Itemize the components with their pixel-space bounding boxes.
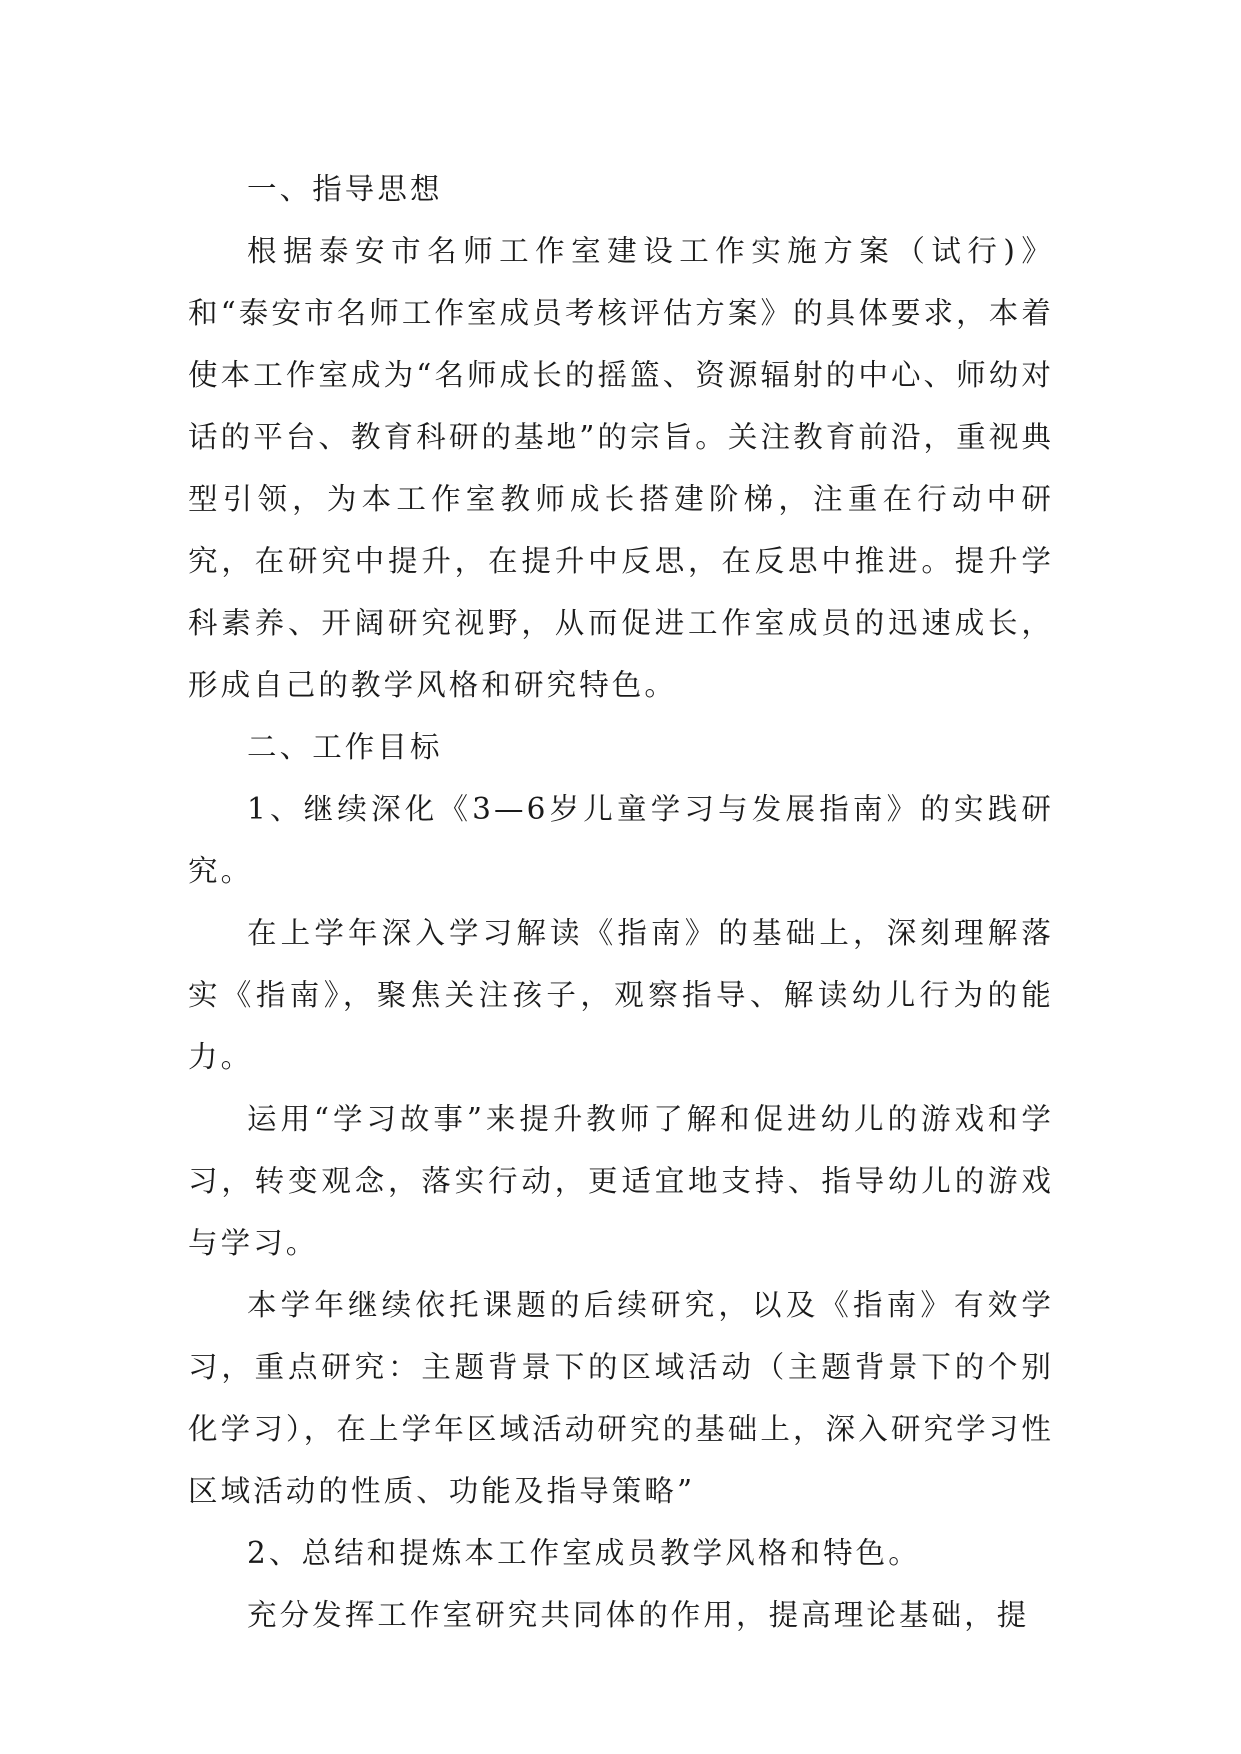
document-page <box>188 158 1054 1646</box>
paragraph-goal-1-detail-c: 本学年继续依托课题的后续研究，以及《指南》有效学习，重点研究：主题背景下的区域活动（主题背景下的个别化学习），在上学年区域活动研究的基础上，深入研究学习性区域活动的性质、功能及指导策略” <box>188 1288 1054 1508</box>
section-heading-guiding-thought: 一、指导思想 <box>247 172 443 206</box>
goal-item-2: 2、总结和提炼本工作室成员教学风格和特色。 <box>247 1536 921 1570</box>
paragraph-goal-2-detail: 充分发挥工作室研究共同体的作用，提高理论基础，提 <box>247 1598 1030 1632</box>
paragraph-guiding-thought: 根据泰安市名师工作室建设工作实施方案（试行)》和“泰安市名师工作室成员考核评估方案》的具体要求，本着使本工作室成为“名师成长的摇篮、资源辐射的中心、师幼对话的平台、教育科研的基地”的宗旨。关注教育前沿，重视典型引领，为本工作室教师成长搭建阶梯，注重在行动中研究，在研究中提升，在提升中反思，在反思中推进。提升学科素养、开阔研究视野，从而促进工作室成员的迅速成长，形成自己的教学风格和研究特色。 <box>188 234 1054 702</box>
paragraph-goal-1-detail-a: 在上学年深入学习解读《指南》的基础上，深刻理解落实《指南》，聚焦关注孩子，观察指导、解读幼儿行为的能力。 <box>188 916 1054 1074</box>
section-heading-work-goals: 二、工作目标 <box>247 730 443 764</box>
paragraph-goal-1-detail-b: 运用“学习故事”来提升教师了解和促进幼儿的游戏和学习，转变观念，落实行动，更适宜地支持、指导幼儿的游戏与学习。 <box>188 1102 1054 1260</box>
goal-item-1: 1、继续深化《3—6岁儿童学习与发展指南》的实践研究。 <box>188 792 1054 888</box>
